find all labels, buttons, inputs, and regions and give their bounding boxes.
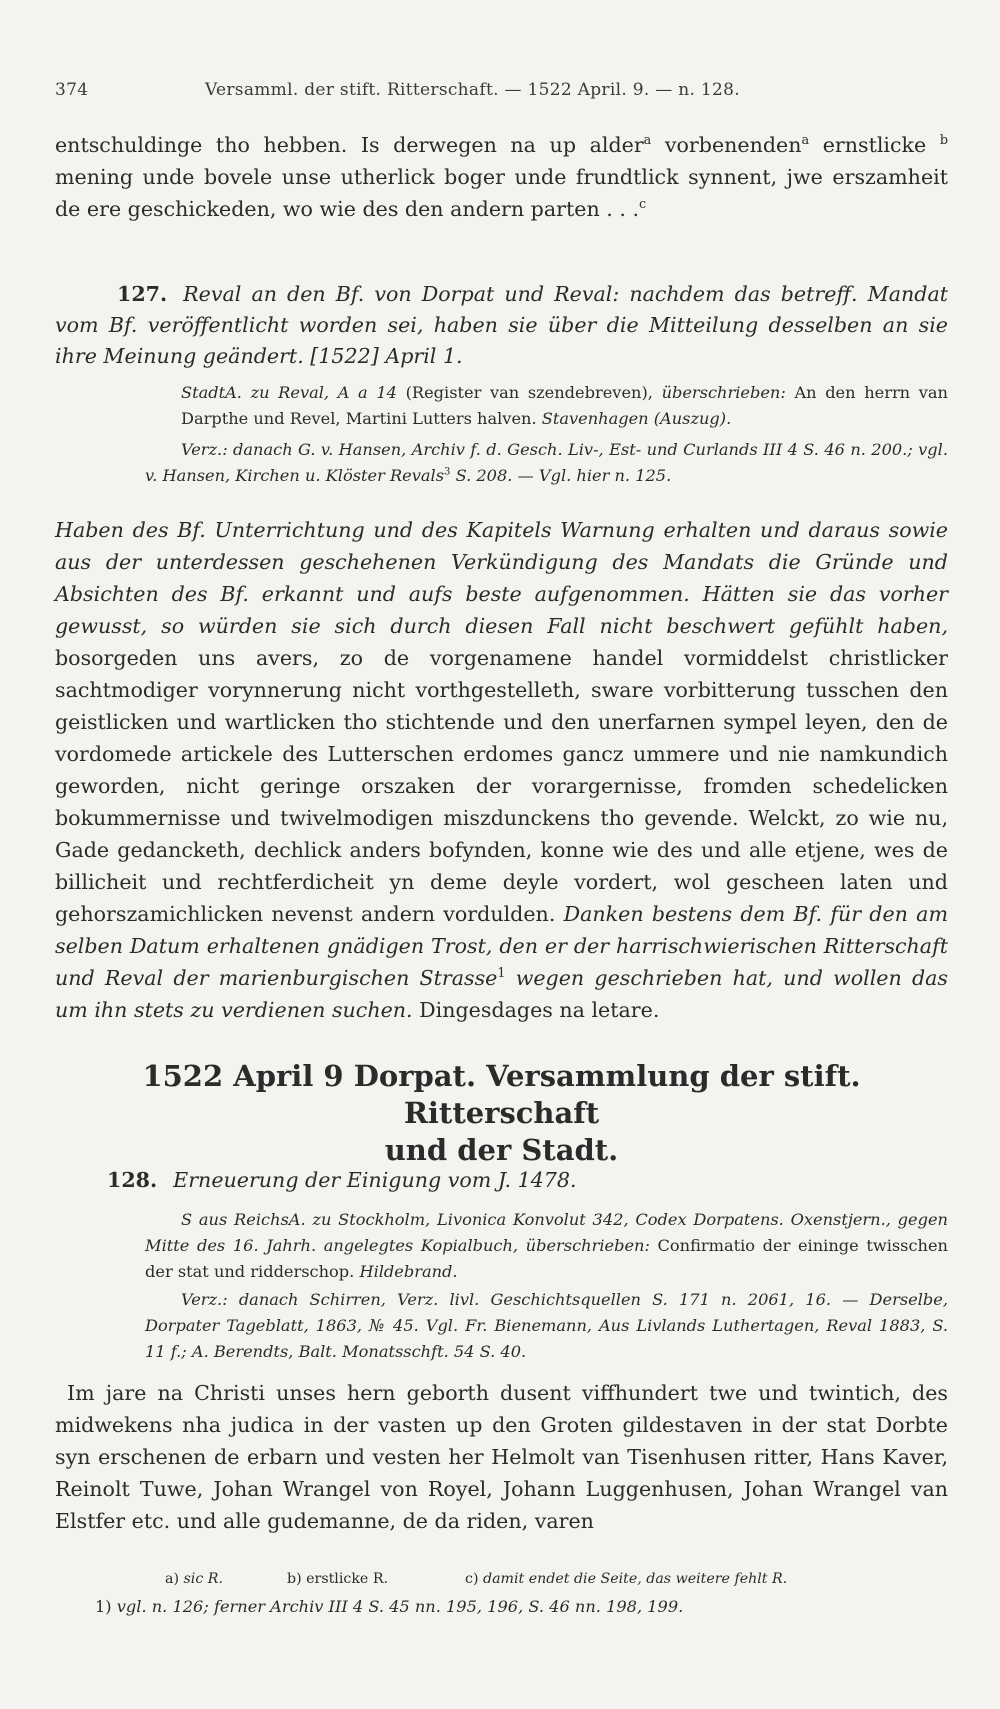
- continuation-paragraph: entschuldinge tho hebben. Is derwegen na up alder$^a$ vorbenenden$^a$ ernstlicke $^b$ mening unde bovele unse utherlick boger unde frundtlick synnent, jwe erszamheit de ere geschickeden, wo wie des den andern parten . . .$^c$: [55, 133, 948, 221]
- entry-127-body: Haben des Bf. Unterrichtung und des Kapitels Warnung erhalten und daraus sowie aus der unterdessen geschehenen Verkündigung des Mandats die Gründe und Absichten des Bf. erkannt und aufs beste aufgenommen. Hätten sie das vorher gewusst, so würden sie sich durch diesen Fall nicht beschwert gefühlt haben, bosorgeden uns avers, zo de vorgenamene handel vormiddelst christlicker sachtmodiger vorynnerung nicht vorthgestelleth, sware vorbitterung tusschen den geistlicken und wartlicken tho stichtende und den unerfarnen sympel leyen, den de vordomede artickele des Lutterschen erdomes gancz ummere und nie namkundich geworden, nicht geringe orszaken der vorargernisse, fromden schedelicken bokummernisse und twivelmodigen miszdunckens tho gevende. Welckt, zo wie nu, Gade gedancketh, dechlick anders bofynden, konne wie des und alle etjene, wes de billicheit und rechtferdicheit yn deme deyle vordert, wol gescheen laten und gehorszamichlicken nevenst andern vordulden. Danken bestens dem Bf. für den am selben Datum erhaltenen gnädigen Trost, den er der harrischwierischen Ritterschaft und Reval der marienburgischen Strasse$^1$ wegen geschrieben hat, und wollen das um ihn stets zu verdienen suchen. Dingesdages na letare.: [55, 518, 948, 1022]
- running-title: Versamml. der stift. Ritterschaft. — 1522 April. 9. — n. 128.: [205, 80, 740, 100]
- entry-127-source: StadtA. zu Reval, A a 14 (Register van szendebreven), überschrieben: An den herrn van Darpthe und Revel, Martini Lutters halven. Stavenhagen (Auszug).: [181, 383, 948, 428]
- footnote-a: a) sic R.: [165, 1571, 223, 1587]
- entry-127-number: 127.: [117, 282, 168, 306]
- footnote-row-numbers: [55, 1593, 948, 1621]
- page-number: 374: [55, 80, 89, 100]
- footnote-1: 1) vgl. n. 126; ferner Archiv III 4 S. 45 nn. 195, 196, S. 46 nn. 198, 199.: [95, 1597, 684, 1616]
- footnote-b: b) erstlicke R.: [287, 1571, 389, 1587]
- entry-128-source: S aus ReichsA. zu Stockholm, Livonica Konvolut 342, Codex Dorpatens. Oxenstjern., gegen Mitte des 16. Jahrh. angelegtes Kopialbuch, überschrieben: Confirmatio der eininge twisschen der stat und ridderschop. Hildebrand.: [145, 1210, 948, 1281]
- section-title: 1522 April 9 Dorpat. Versammlung der stift. Ritterschaft und der Stadt.: [142, 1059, 861, 1167]
- entry-127-heading: 127. Reval an den Bf. von Dorpat und Reval: nachdem das betreff. Mandat vom Bf. veröffentlicht worden sei, haben sie über die Mitteilung desselben an sie ihre Meinung geändert. [1522] April 1.: [55, 282, 948, 368]
- footnote-row-letters: [55, 1565, 948, 1593]
- entry-128-number: 128.: [107, 1168, 158, 1192]
- entry-128-verz: Verz.: danach Schirren, Verz. livl. Geschichtsquellen S. 171 n. 2061, 16. — Derselbe, Dorpater Tageblatt, 1863, № 45. Vgl. Fr. Bienemann, Aus Livlands Luthertagen, Reval 1883, S. 11 f.; A. Berendts, Balt. Monatsschft. 54 S. 40.: [145, 1290, 948, 1361]
- footnote-c: c) damit endet die Seite, das weitere fehlt R.: [465, 1571, 788, 1587]
- footnotes: [55, 1565, 948, 1621]
- entry-128-heading: 128. Erneuerung der Einigung vom J. 1478.: [107, 1168, 577, 1192]
- entry-128-body: Im jare na Christi unses hern geborth dusent viffhundert twe und twintich, des midwekens nha judica in der vasten up den Groten gildestaven in der stat Dorbte syn erschenen de erbarn und vesten her Helmolt van Tisenhusen ritter, Hans Kaver, Reinolt Tuwe, Johan Wrangel von Royel, Johann Luggenhusen, Johan Wrangel van Elstfer etc. und alle gudemanne, de da riden, varen: [55, 1381, 948, 1533]
- entry-127-verz: Verz.: danach G. v. Hansen, Archiv f. d. Gesch. Liv-, Est- und Curlands III 4 S. 46 n. 200.; vgl. v. Hansen, Kirchen u. Klöster Revals$^3$ S. 208. — Vgl. hier n. 125.: [145, 440, 948, 485]
